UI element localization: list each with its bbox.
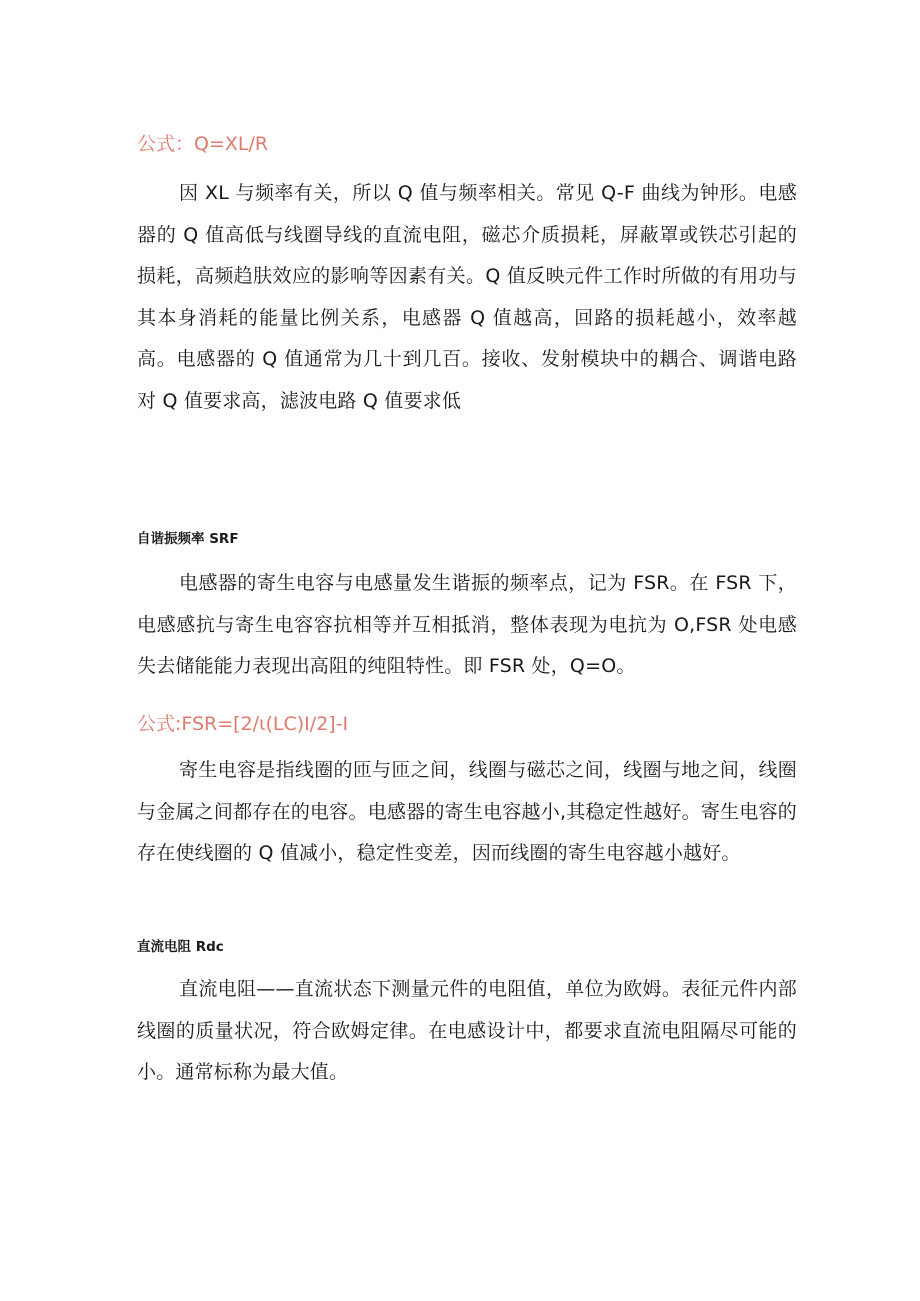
rdc-paragraph: 直流电阻——直流状态下测量元件的电阻值，单位为欧姆。表征元件内部线圈的质量状况，符合欧姆定律。在电感设计中，都要求直流电阻隔尽可能的小。通常标称为最大值。: [137, 978, 797, 1083]
srf-formula: 公式:FSR=[2∕ι(LC)Ι/2]-I: [137, 713, 349, 735]
srf-heading: 自谐振频率 SRF: [137, 531, 239, 547]
rdc-heading: 直流电阻 Rdc: [137, 939, 224, 955]
q-formula: 公式：Q=XL/R: [137, 133, 269, 155]
q-factor-paragraph: 因 XL 与频率有关，所以 Q 值与频率相关。常见 Q-F 曲线为钟形。电感器的 Q 值高低与线圈导线的直流电阻，磁芯介质损耗，屏蔽罩或铁芯引起的损耗，高频趋肤效应的影响等因素有关。Q 值反映元件工作时所做的有用功与其本身消耗的能量比例关系，电感器 Q 值越高，回路的损耗越小，效率越高。电感器的 Q 值通常为几十到几百。接收、发射模块中的耦合、调谐电路对 Q 值要求高，滤波电路 Q 值要求低: [137, 182, 797, 412]
srf-paragraph: 电感器的寄生电容与电感量发生谐振的频率点，记为 FSR。在 FSR 下，电感感抗与寄生电容容抗相等并互相抵消，整体表现为电抗为 O,FSR 处电感失去储能能力表现出高阻的纯阻特性。即 FSR 处，Q=O。: [137, 572, 797, 677]
parasitic-capacitance-paragraph: 寄生电容是指线圈的匝与匝之间，线圈与磁芯之间，线圈与地之间，线圈与金属之间都存在的电容。电感器的寄生电容越小,其稳定性越好。寄生电容的存在使线圈的 Q 值减小，稳定性变差，因而线圈的寄生电容越小越好。: [137, 759, 797, 864]
